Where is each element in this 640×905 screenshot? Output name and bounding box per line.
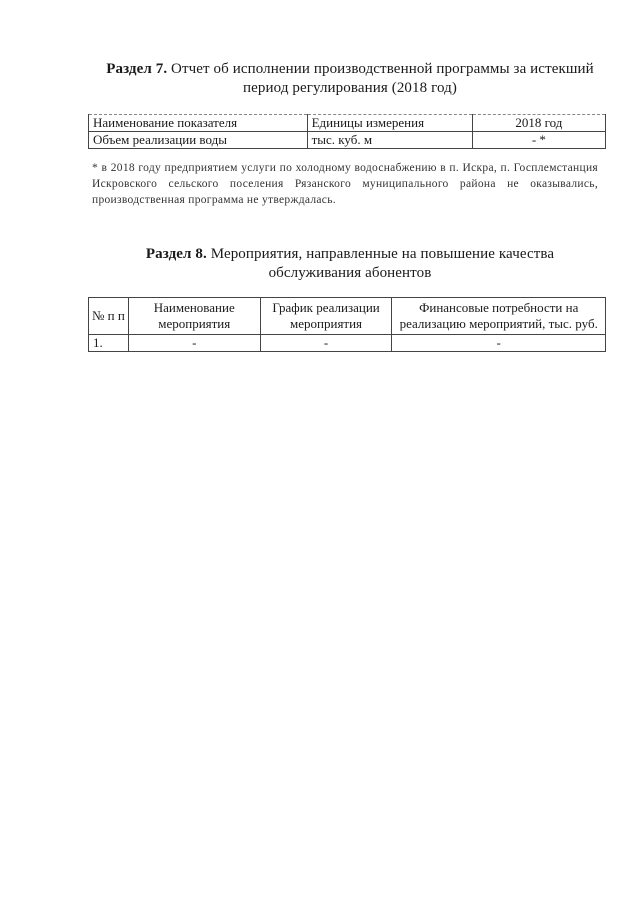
- section-7-table: [88, 114, 606, 149]
- section-7-title-line1: Отчет об исполнении производственной программы за истекший: [171, 61, 594, 77]
- cell-schedule: -: [260, 335, 392, 352]
- section-7-title: [100, 60, 600, 98]
- section-7-footnote: * в 2018 году предприятием услуги по холодному водоснабжению в п. Искра, п. Госплемстанция Искровского сельского поселения Рязанского муниципального района не оказывались, производственная программа не утверждалась.: [92, 162, 598, 206]
- cell-number: 1.: [89, 335, 129, 352]
- header-indicator-name: Наименование показателя: [89, 115, 308, 132]
- table-row: [89, 132, 606, 149]
- section-7-label: Раздел 7.: [106, 61, 168, 77]
- header-measure-name: Наименование мероприятия: [128, 298, 260, 335]
- header-number: № п п: [89, 298, 129, 335]
- header-year: 2018 год: [472, 115, 605, 132]
- header-units: Единицы измерения: [307, 115, 472, 132]
- table-header-row: [89, 298, 606, 335]
- cell-measure: -: [128, 335, 260, 352]
- table-row: [89, 335, 606, 352]
- cell-financial: -: [392, 335, 606, 352]
- section-8-title-line2: обслуживания абонентов: [268, 265, 432, 281]
- section-8-table: [88, 297, 606, 352]
- cell-value: - *: [472, 132, 605, 149]
- cell-units: тыс. куб. м: [307, 132, 472, 149]
- section-8-label: Раздел 8.: [145, 246, 207, 262]
- header-financial-needs: Финансовые потребности на реализацию мероприятий, тыс. руб.: [392, 298, 606, 335]
- table-header-row: [89, 115, 606, 132]
- section-8-title: [125, 245, 575, 283]
- header-schedule: График реализации мероприятия: [260, 298, 392, 335]
- section-8-title-line1: Мероприятия, направленные на повышение качества: [210, 246, 555, 262]
- section-7-title-line2: период регулирования (2018 год): [243, 80, 457, 96]
- cell-indicator: Объем реализации воды: [89, 132, 308, 149]
